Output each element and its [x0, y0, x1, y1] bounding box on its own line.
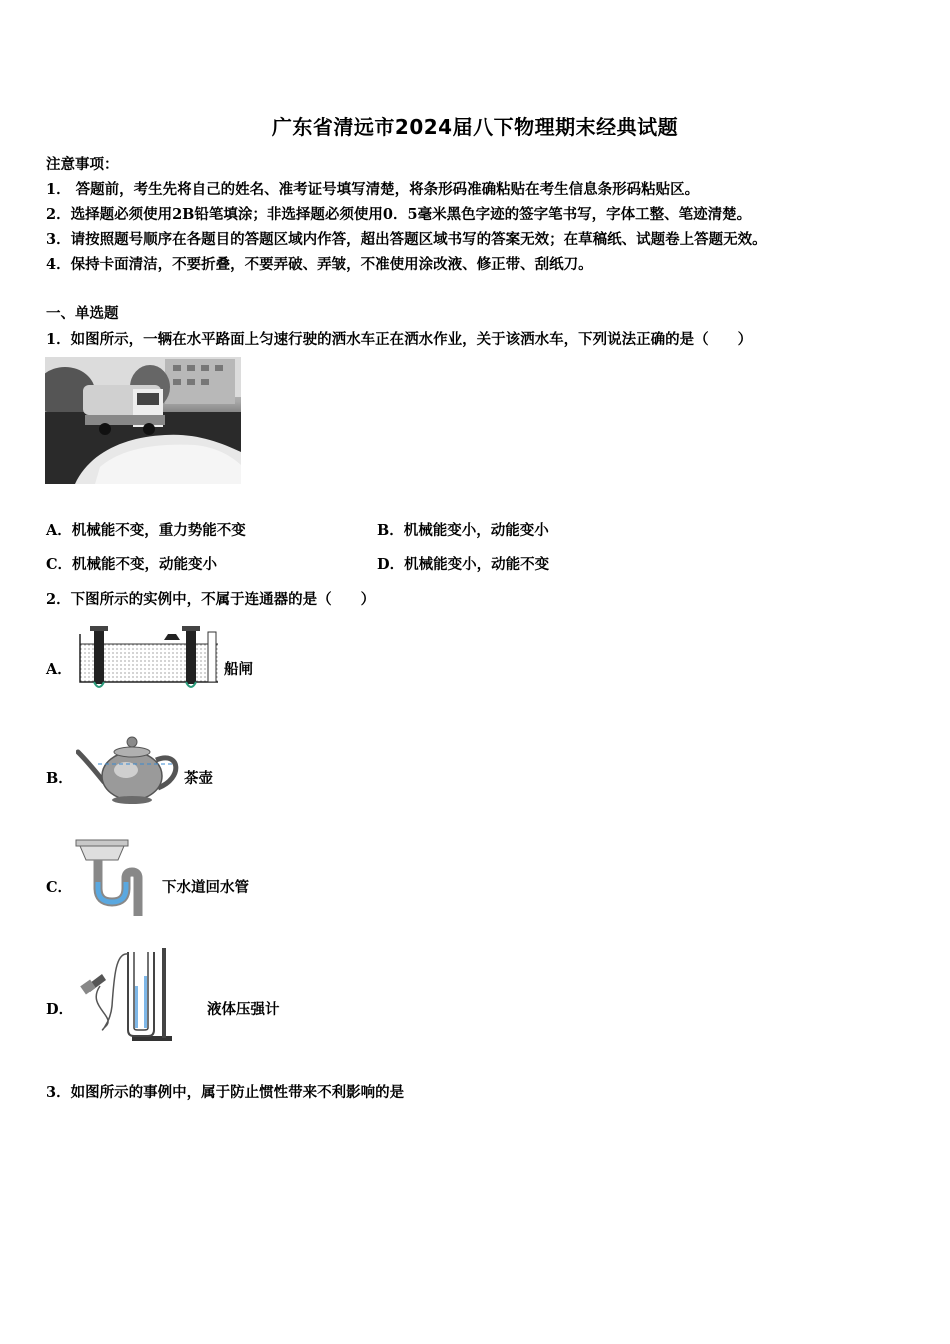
notice-heading: 注意事项： — [46, 156, 119, 173]
question-2-stem: 2．下图所示的实例中，不属于连通器的是（ ） — [46, 591, 376, 608]
notice-item-3: 3．请按照题号顺序在各题目的答题区域内作答，超出答题区域书写的答案无效；在草稿纸、试题卷上答题无效。 — [46, 231, 767, 248]
question-1-stem: 1．如图所示，一辆在水平路面上匀速行驶的洒水车正在洒水作业，关于该洒水车，下列说法正确的是（ ） — [46, 331, 753, 348]
q2-option-d-letter[interactable]: D． — [46, 1001, 74, 1018]
q1-option-b[interactable]: B．机械能变小，动能变小 — [377, 522, 549, 539]
q2-option-d-label[interactable]: 液体压强计 — [207, 1001, 280, 1018]
section-heading: 一、单选题 — [46, 305, 119, 322]
q1-option-d[interactable]: D．机械能变小，动能不变 — [377, 556, 550, 573]
q2-option-a-label[interactable]: 船闸 — [224, 661, 253, 678]
notice-item-1: 1． 答题前，考生先将自己的姓名、准考证号填写清楚，将条形码准确粘贴在考生信息条形码粘贴区。 — [46, 181, 700, 198]
page-title: 广东省清远市2024届八下物理期末经典试题 — [271, 115, 679, 139]
ship-lock-icon — [76, 620, 222, 690]
q1-option-c[interactable]: C．机械能不变，动能变小 — [46, 556, 218, 573]
notice-item-4: 4．保持卡面清洁，不要折叠，不要弄破、弄皱，不准使用涂改液、修正带、刮纸刀。 — [46, 256, 593, 273]
q2-option-b-letter[interactable]: B． — [46, 770, 73, 787]
notice-item-2: 2．选择题必须使用2B铅笔填涂；非选择题必须使用0．5毫米黑色字迹的签字笔书写，字体工整、笔迹清楚。 — [46, 206, 752, 223]
teapot-icon — [76, 730, 184, 806]
q2-option-b-label[interactable]: 茶壶 — [184, 770, 213, 787]
q1-option-a[interactable]: A．机械能不变，重力势能不变 — [46, 522, 246, 539]
q2-option-c-label[interactable]: 下水道回水管 — [162, 879, 249, 896]
q2-option-c-letter[interactable]: C． — [46, 879, 73, 896]
q2-option-a-letter[interactable]: A． — [46, 661, 72, 678]
sprinkler-truck-photo — [45, 357, 241, 484]
drain-trap-icon — [74, 838, 144, 918]
pressure-gauge-icon — [76, 946, 176, 1044]
question-3-stem: 3．如图所示的事例中，属于防止惯性带来不利影响的是 — [46, 1084, 405, 1101]
